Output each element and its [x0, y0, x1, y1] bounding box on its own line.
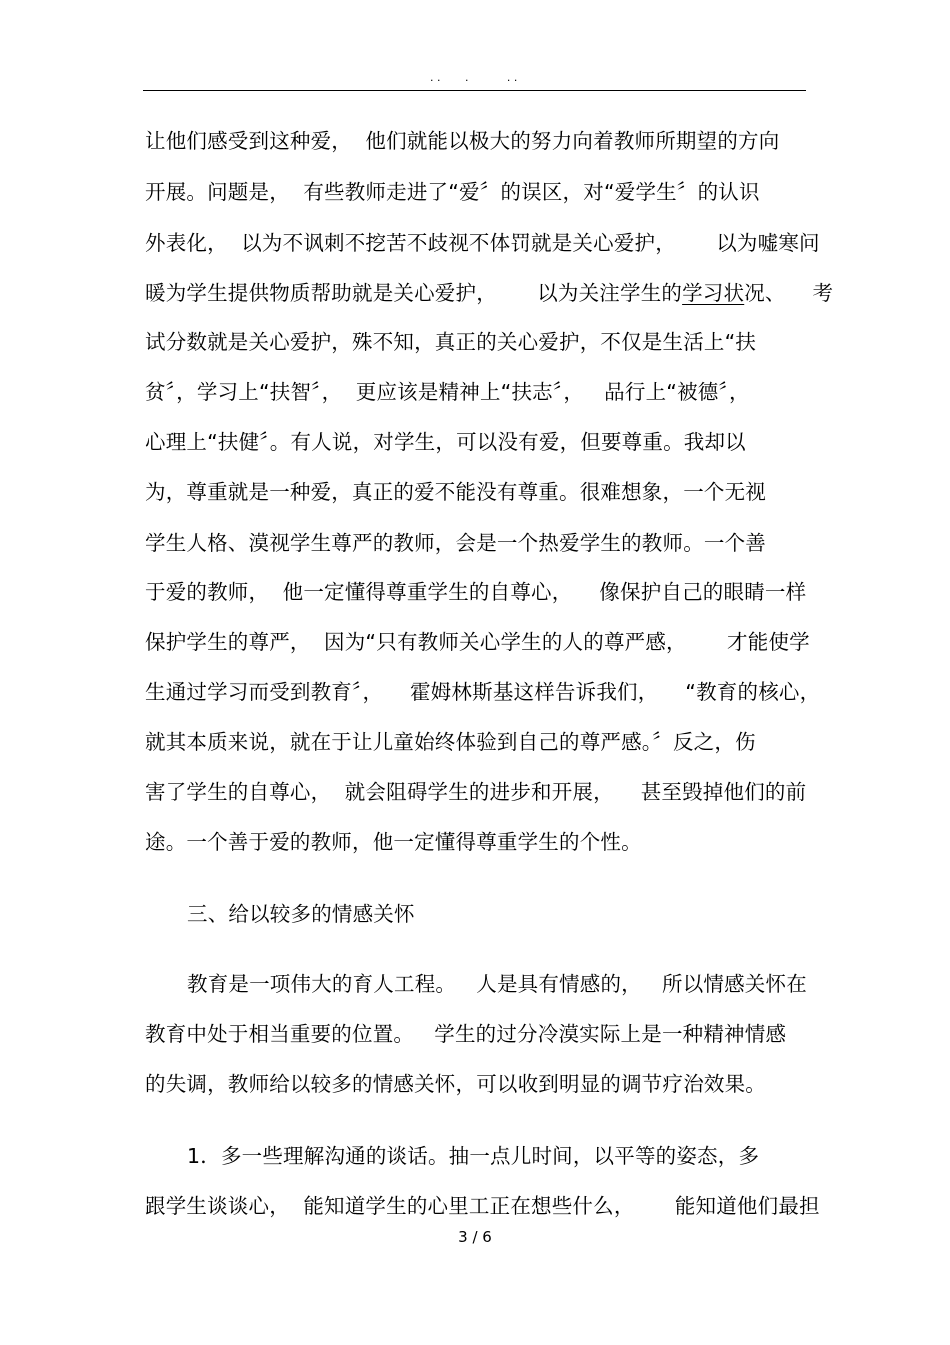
text-line: 教育中处于相当重要的位置。 学生的过分冷漠实际上是一种精神情感 — [145, 1022, 787, 1046]
text-line: 贫〞，学习上“扶智〞， 更应该是精神上“扶志〞， 品行上“被德〞， — [145, 380, 750, 404]
text-line: 让他们感受到这种爱， 他们就能以极大的努力向着教师所期望的方向 — [145, 129, 780, 153]
text-line: 心理上“扶健〞。有人说，对学生，可以没有爱，但要尊重。我却以 — [145, 430, 746, 454]
text-line: 跟学生谈谈心， 能知道学生的心里工正在想些什么， 能知道他们最担 — [145, 1194, 820, 1218]
text-line-with-underline — [145, 277, 834, 309]
text-line: 试分数就是关心爱护，殊不知，真正的关心爱护，不仅是生活上“扶 — [145, 330, 757, 354]
text-line: 害了学生的自尊心， 就会阻碍学生的进步和开展， 甚至毁掉他们的前 — [145, 780, 807, 804]
list-item-text: 1．多一些理解沟通的谈话。抽一点儿时间，以平等的姿态，多 — [187, 1144, 760, 1168]
text-line: 的失调，教师给以较多的情感关怀，可以收到明显的调节疗治效果。 — [145, 1072, 766, 1096]
text-line: 教育是一项伟大的育人工程。 人是具有情感的， 所以情感关怀在 — [187, 972, 807, 996]
text-line: 学生人格、漠视学生尊严的教师，会是一个热爱学生的教师。一个善 — [145, 531, 766, 555]
text-line: 开展。问题是， 有些教师走进了“爱〞的误区，对“爱学生〞的认识 — [145, 180, 760, 204]
text-line: 外表化， 以为不讽刺不挖苦不歧视不体罚就是关心爱护， 以为嘘寒问 — [145, 231, 820, 255]
header-rule — [143, 90, 806, 91]
underlined-text: 学习状 — [682, 281, 745, 305]
text-line: 为，尊重就是一种爱，真正的爱不能没有尊重。很难想象，一个无视 — [145, 480, 766, 504]
text-line: 途。一个善于爱的教师，他一定懂得尊重学生的个性。 — [145, 830, 642, 854]
section-heading: 三、给以较多的情感关怀 — [187, 902, 415, 926]
text-segment: 暖为学生提供物质帮助就是关心爱护， 以为关注学生的 — [145, 281, 683, 305]
page-number: 3 / 6 — [458, 1228, 492, 1246]
text-line: 就其本质来说，就在于让儿童始终体验到自己的尊严感。〞反之，伤 — [145, 730, 756, 754]
header-dots: . . . . . — [430, 71, 518, 84]
text-line: 于爱的教师， 他一定懂得尊重学生的自尊心， 像保护自己的眼睛一样 — [145, 580, 807, 604]
text-segment: 况、 考 — [744, 281, 834, 305]
text-line: 保护学生的尊严， 因为“只有教师关心学生的人的尊严感， 才能使学 — [145, 630, 810, 654]
text-line: 生通过学习而受到教育〞， 霍姆林斯基这样告诉我们， “教育的核心， — [145, 680, 821, 704]
